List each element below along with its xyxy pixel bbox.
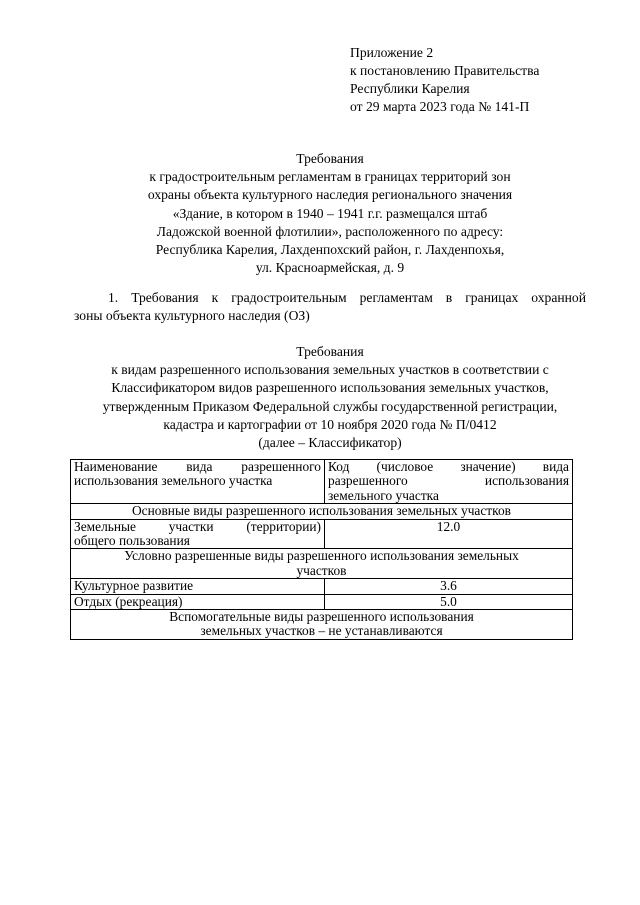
land-use-name-cell: Отдых (рекреация) xyxy=(71,594,325,609)
requirements-title-line: Ладожской военной флотилии», расположенного по адресу: xyxy=(156,223,504,239)
land-use-requirements-title xyxy=(60,343,600,452)
appendix-block xyxy=(350,44,539,116)
requirements-title-line: охраны объекта культурного наследия регионального значения xyxy=(147,187,513,203)
table-section-row xyxy=(71,610,573,640)
requirements-title-line: Требования xyxy=(296,151,364,166)
land-use-name: Земельные участки (территории) xyxy=(74,518,321,534)
land-use-code-cell: 5.0 xyxy=(325,594,573,609)
header-cell-name xyxy=(71,460,325,504)
auxiliary-section-text: земельных участков – не устанавливаются xyxy=(200,623,443,639)
appendix-line: к постановлению Правительства xyxy=(350,63,540,78)
main-section-cell: Основные виды разрешенного использования земельных участков xyxy=(71,504,573,519)
table-section-row xyxy=(71,504,573,519)
land-use-title-line: кадастра и картографии от 10 ноября 2020 года № П/0412 xyxy=(163,416,497,432)
header-text: Наименование вида разрешенного xyxy=(74,459,321,474)
appendix-line: Приложение 2 xyxy=(350,45,434,60)
requirements-title-line: Республика Карелия, Лахденпохский район, г. Лахденпохья, xyxy=(155,242,505,258)
header-text: использования земельного участка xyxy=(74,473,273,489)
auxiliary-section-cell xyxy=(71,610,573,640)
section-1-line: 1. Требования к градостроительным регламентам в границах охранной xyxy=(108,290,586,305)
appendix-line: Республики Карелия xyxy=(350,81,470,96)
header-cell-code xyxy=(325,460,573,504)
land-use-title-line: (далее – Классификатор) xyxy=(258,435,402,451)
land-use-code-cell: 3.6 xyxy=(325,579,573,594)
table-section-row xyxy=(71,549,573,579)
header-text: разрешенного использования xyxy=(328,473,569,489)
header-text: Код (числовое значение) вида xyxy=(328,459,569,474)
table-row xyxy=(71,579,573,594)
land-use-title-line: Классификатором видов разрешенного использования земельных участков, xyxy=(111,380,549,396)
land-use-title-line: к видам разрешенного использования земельных участков в соответствии с xyxy=(111,362,549,378)
auxiliary-section-text: Вспомогательные виды разрешенного использования xyxy=(169,609,474,625)
land-use-name: общего пользования xyxy=(74,533,190,549)
land-use-name-cell xyxy=(71,519,325,549)
land-use-title-line: утвержденным Приказом Федеральной службы государственной регистрации, xyxy=(102,398,558,414)
requirements-title-line: «Здание, в котором в 1940 – 1941 г.г. размещался штаб xyxy=(172,205,488,221)
table-row xyxy=(71,594,573,609)
land-use-title-line: Требования xyxy=(296,344,364,359)
section-1-line: зоны объекта культурного наследия (ОЗ) xyxy=(74,308,310,324)
conditional-section-text: участков xyxy=(296,562,347,578)
header-text: земельного участка xyxy=(328,487,439,503)
land-use-code-cell: 12.0 xyxy=(325,519,573,549)
requirements-title-line: ул. Красноармейская, д. 9 xyxy=(255,260,405,276)
appendix-line: от 29 марта 2023 года № 141-П xyxy=(350,99,530,114)
section-1-paragraph xyxy=(74,289,586,325)
requirements-title-line: к градостроительным регламентам в границах территорий зон xyxy=(149,169,511,185)
conditional-section-text: Условно разрешенные виды разрешенного использования земельных xyxy=(124,548,519,564)
table-header-row xyxy=(71,460,573,504)
land-use-name-cell: Культурное развитие xyxy=(71,579,325,594)
conditional-section-cell xyxy=(71,549,573,579)
requirements-title xyxy=(60,150,600,277)
table-row xyxy=(71,519,573,549)
land-use-table xyxy=(70,459,573,640)
